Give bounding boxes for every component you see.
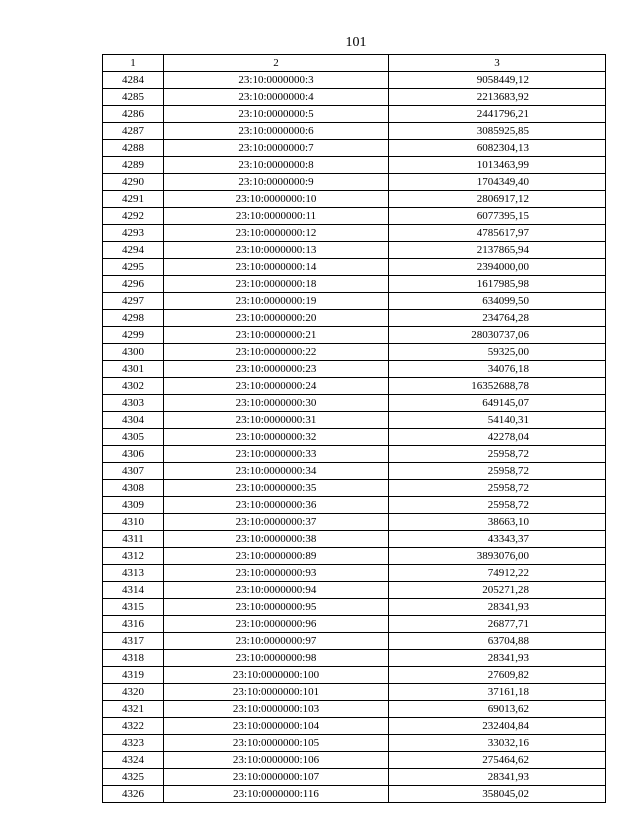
value-cell: 34076,18: [389, 361, 606, 378]
row-number-cell: 4299: [103, 327, 164, 344]
table-row: [103, 208, 606, 225]
value-cell: 3893076,00: [389, 548, 606, 565]
cadastral-number-cell: 23:10:0000000:116: [164, 786, 389, 803]
cadastral-number-cell: 23:10:0000000:36: [164, 497, 389, 514]
row-number-cell: 4290: [103, 174, 164, 191]
cadastral-number-cell: 23:10:0000000:31: [164, 412, 389, 429]
row-number-cell: 4292: [103, 208, 164, 225]
value-cell: 1617985,98: [389, 276, 606, 293]
cadastral-number-cell: 23:10:0000000:9: [164, 174, 389, 191]
table-row: [103, 599, 606, 616]
value-cell: 649145,07: [389, 395, 606, 412]
value-cell: 43343,37: [389, 531, 606, 548]
value-cell: 74912,22: [389, 565, 606, 582]
row-number-cell: 4307: [103, 463, 164, 480]
value-cell: 205271,28: [389, 582, 606, 599]
value-cell: 25958,72: [389, 446, 606, 463]
table-row: [103, 429, 606, 446]
table-row: [103, 174, 606, 191]
row-number-cell: 4302: [103, 378, 164, 395]
table-row: [103, 276, 606, 293]
row-number-cell: 4297: [103, 293, 164, 310]
table-row: [103, 769, 606, 786]
cadastral-number-cell: 23:10:0000000:10: [164, 191, 389, 208]
cadastral-number-cell: 23:10:0000000:37: [164, 514, 389, 531]
cadastral-number-cell: 23:10:0000000:105: [164, 735, 389, 752]
table-row: [103, 344, 606, 361]
value-cell: 25958,72: [389, 463, 606, 480]
cadastral-number-cell: 23:10:0000000:97: [164, 633, 389, 650]
row-number-cell: 4324: [103, 752, 164, 769]
row-number-cell: 4295: [103, 259, 164, 276]
row-number-cell: 4326: [103, 786, 164, 803]
table-row: [103, 140, 606, 157]
row-number-cell: 4304: [103, 412, 164, 429]
cadastral-number-cell: 23:10:0000000:32: [164, 429, 389, 446]
table-row: [103, 548, 606, 565]
value-cell: 28341,93: [389, 599, 606, 616]
value-cell: 27609,82: [389, 667, 606, 684]
table-row: [103, 191, 606, 208]
table-row: [103, 480, 606, 497]
value-cell: 16352688,78: [389, 378, 606, 395]
table-body: [103, 72, 606, 803]
cadastral-number-cell: 23:10:0000000:21: [164, 327, 389, 344]
value-cell: 26877,71: [389, 616, 606, 633]
value-cell: 2394000,00: [389, 259, 606, 276]
table-row: [103, 123, 606, 140]
table-row: [103, 667, 606, 684]
table-row: [103, 752, 606, 769]
table-row: [103, 242, 606, 259]
value-cell: 6082304,13: [389, 140, 606, 157]
row-number-cell: 4303: [103, 395, 164, 412]
value-cell: 28341,93: [389, 769, 606, 786]
cadastral-number-cell: 23:10:0000000:3: [164, 72, 389, 89]
row-number-cell: 4311: [103, 531, 164, 548]
table-row: [103, 157, 606, 174]
value-cell: 25958,72: [389, 480, 606, 497]
value-cell: 2137865,94: [389, 242, 606, 259]
row-number-cell: 4309: [103, 497, 164, 514]
table-row: [103, 718, 606, 735]
table-row: [103, 633, 606, 650]
row-number-cell: 4318: [103, 650, 164, 667]
value-cell: 6077395,15: [389, 208, 606, 225]
row-number-cell: 4305: [103, 429, 164, 446]
row-number-cell: 4291: [103, 191, 164, 208]
table-row: [103, 463, 606, 480]
table-row: [103, 293, 606, 310]
table-row: [103, 412, 606, 429]
cadastral-number-cell: 23:10:0000000:98: [164, 650, 389, 667]
row-number-cell: 4312: [103, 548, 164, 565]
value-cell: 2441796,21: [389, 106, 606, 123]
value-cell: 358045,02: [389, 786, 606, 803]
value-cell: 234764,28: [389, 310, 606, 327]
cadastral-number-cell: 23:10:0000000:94: [164, 582, 389, 599]
row-number-cell: 4320: [103, 684, 164, 701]
cadastral-number-cell: 23:10:0000000:106: [164, 752, 389, 769]
page-number: 101: [345, 35, 367, 50]
table-row: [103, 395, 606, 412]
cadastral-number-cell: 23:10:0000000:104: [164, 718, 389, 735]
table-row: [103, 531, 606, 548]
row-number-cell: 4316: [103, 616, 164, 633]
row-number-cell: 4286: [103, 106, 164, 123]
value-cell: 232404,84: [389, 718, 606, 735]
value-cell: 54140,31: [389, 412, 606, 429]
table-row: [103, 361, 606, 378]
column-header-2: 2: [164, 55, 389, 72]
value-cell: 25958,72: [389, 497, 606, 514]
value-cell: 4785617,97: [389, 225, 606, 242]
cadastral-number-cell: 23:10:0000000:101: [164, 684, 389, 701]
value-cell: 1013463,99: [389, 157, 606, 174]
value-cell: 2213683,92: [389, 89, 606, 106]
cadastral-number-cell: 23:10:0000000:23: [164, 361, 389, 378]
row-number-cell: 4308: [103, 480, 164, 497]
row-number-cell: 4294: [103, 242, 164, 259]
table-row: [103, 497, 606, 514]
cadastral-number-cell: 23:10:0000000:33: [164, 446, 389, 463]
table-row: [103, 565, 606, 582]
cadastral-number-cell: 23:10:0000000:96: [164, 616, 389, 633]
cadastral-number-cell: 23:10:0000000:34: [164, 463, 389, 480]
table-row: [103, 514, 606, 531]
table-row: [103, 106, 606, 123]
row-number-cell: 4321: [103, 701, 164, 718]
cadastral-number-cell: 23:10:0000000:103: [164, 701, 389, 718]
row-number-cell: 4315: [103, 599, 164, 616]
row-number-cell: 4317: [103, 633, 164, 650]
row-number-cell: 4322: [103, 718, 164, 735]
cadastral-number-cell: 23:10:0000000:8: [164, 157, 389, 174]
table-header-row: [103, 55, 606, 72]
value-cell: 634099,50: [389, 293, 606, 310]
row-number-cell: 4284: [103, 72, 164, 89]
value-cell: 63704,88: [389, 633, 606, 650]
cadastral-number-cell: 23:10:0000000:100: [164, 667, 389, 684]
cadastral-number-cell: 23:10:0000000:38: [164, 531, 389, 548]
value-cell: 69013,62: [389, 701, 606, 718]
value-cell: 42278,04: [389, 429, 606, 446]
value-cell: 28030737,06: [389, 327, 606, 344]
table-row: [103, 582, 606, 599]
row-number-cell: 4296: [103, 276, 164, 293]
row-number-cell: 4300: [103, 344, 164, 361]
table-row: [103, 650, 606, 667]
cadastral-number-cell: 23:10:0000000:24: [164, 378, 389, 395]
cadastral-number-cell: 23:10:0000000:89: [164, 548, 389, 565]
row-number-cell: 4301: [103, 361, 164, 378]
row-number-cell: 4325: [103, 769, 164, 786]
value-cell: 59325,00: [389, 344, 606, 361]
row-number-cell: 4289: [103, 157, 164, 174]
row-number-cell: 4306: [103, 446, 164, 463]
row-number-cell: 4298: [103, 310, 164, 327]
table-row: [103, 72, 606, 89]
cadastral-number-cell: 23:10:0000000:4: [164, 89, 389, 106]
row-number-cell: 4323: [103, 735, 164, 752]
cadastral-number-cell: 23:10:0000000:6: [164, 123, 389, 140]
data-table: [102, 54, 606, 803]
table-row: [103, 259, 606, 276]
table-row: [103, 735, 606, 752]
table-row: [103, 378, 606, 395]
cadastral-number-cell: 23:10:0000000:11: [164, 208, 389, 225]
value-cell: 275464,62: [389, 752, 606, 769]
cadastral-number-cell: 23:10:0000000:22: [164, 344, 389, 361]
cadastral-number-cell: 23:10:0000000:5: [164, 106, 389, 123]
cadastral-number-cell: 23:10:0000000:7: [164, 140, 389, 157]
cadastral-number-cell: 23:10:0000000:18: [164, 276, 389, 293]
table-row: [103, 310, 606, 327]
cadastral-number-cell: 23:10:0000000:30: [164, 395, 389, 412]
row-number-cell: 4313: [103, 565, 164, 582]
cadastral-number-cell: 23:10:0000000:35: [164, 480, 389, 497]
table-row: [103, 701, 606, 718]
cadastral-number-cell: 23:10:0000000:14: [164, 259, 389, 276]
value-cell: 38663,10: [389, 514, 606, 531]
cadastral-number-cell: 23:10:0000000:19: [164, 293, 389, 310]
cadastral-number-cell: 23:10:0000000:93: [164, 565, 389, 582]
column-header-1: 1: [103, 55, 164, 72]
row-number-cell: 4310: [103, 514, 164, 531]
table-row: [103, 327, 606, 344]
table-row: [103, 225, 606, 242]
table-row: [103, 616, 606, 633]
row-number-cell: 4285: [103, 89, 164, 106]
table-row: [103, 89, 606, 106]
row-number-cell: 4287: [103, 123, 164, 140]
value-cell: 37161,18: [389, 684, 606, 701]
cadastral-number-cell: 23:10:0000000:107: [164, 769, 389, 786]
value-cell: 1704349,40: [389, 174, 606, 191]
cadastral-number-cell: 23:10:0000000:95: [164, 599, 389, 616]
value-cell: 28341,93: [389, 650, 606, 667]
column-header-3: 3: [389, 55, 606, 72]
row-number-cell: 4293: [103, 225, 164, 242]
row-number-cell: 4319: [103, 667, 164, 684]
table-row: [103, 684, 606, 701]
cadastral-number-cell: 23:10:0000000:13: [164, 242, 389, 259]
value-cell: 2806917,12: [389, 191, 606, 208]
cadastral-number-cell: 23:10:0000000:12: [164, 225, 389, 242]
cadastral-number-cell: 23:10:0000000:20: [164, 310, 389, 327]
table-row: [103, 446, 606, 463]
value-cell: 3085925,85: [389, 123, 606, 140]
table-row: [103, 786, 606, 803]
row-number-cell: 4314: [103, 582, 164, 599]
row-number-cell: 4288: [103, 140, 164, 157]
value-cell: 33032,16: [389, 735, 606, 752]
value-cell: 9058449,12: [389, 72, 606, 89]
